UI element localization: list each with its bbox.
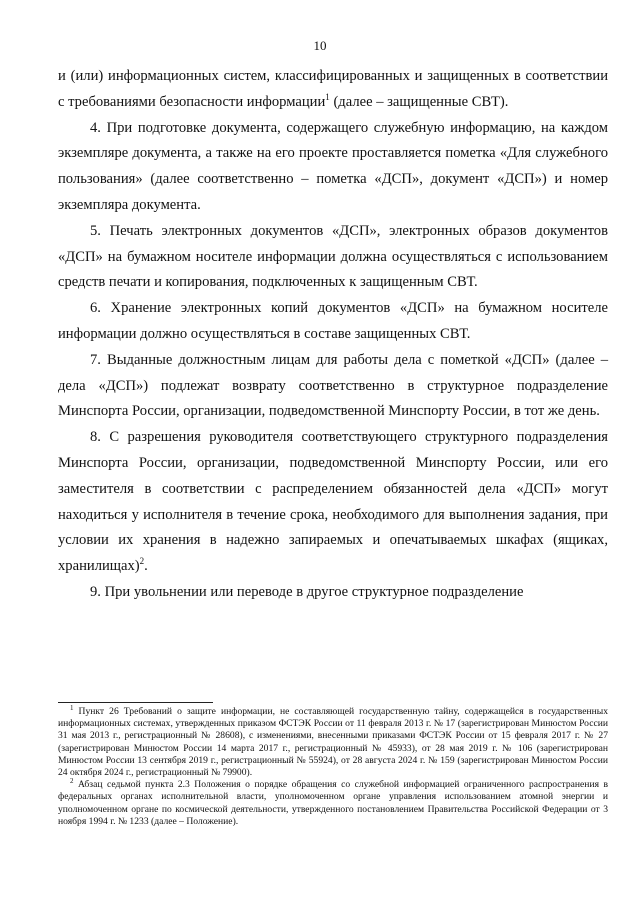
paragraph-text: и (или) информационных систем, классифицированных и защищенных в соответствии с требованиями безопасности информации xyxy=(58,68,608,110)
paragraph-item-7: 7. Выданные должностным лицам для работы дела с пометкой «ДСП» (далее – дела «ДСП») подлежат возврату соответственно в структурное подразделение Минспорта России, организации, подведомственной Минспорту России, в тот же день. xyxy=(58,351,608,420)
footnote-text: Абзац седьмой пункта 2.3 Положения о порядке обращения со служебной информацией ограниченного распространения в федеральных органах исполнительной власти, уполномоченном органе управления использованием атомной энергии и уполномоченном органе по космической деятельности, утвержденного постановлением Правительства Российской Федерации от 3 ноября 1994 г. № 1233 (далее – Положение). xyxy=(58,779,608,827)
footnote-text: Пункт 26 Требований о защите информации, не составляющей государственную тайну, содержащейся в государственных информационных системах, утвержденных приказом ФСТЭК России от 11 февраля 2013 г. № 17 (зарегистрирован Минюстом России 31 мая 2013 г., регистрационный № 28608), с изменениями, внесенными приказами ФСТЭК России от 15 февраля 2017 г. № 27 (зарегистрирован Минюстом России 14 марта 2017 г., регистрационный № 45933), от 28 мая 2019 г. № 106 (зарегистрирован Минюстом России 13 сентября 2019 г., регистрационный № 55924), от 28 августа 2024 г. № 159 (зарегистрирован Минюстом России 24 октября 2024 г., регистрационный № 79900). xyxy=(58,706,608,779)
paragraph-item-8 xyxy=(58,425,608,580)
paragraph-tail: . xyxy=(144,558,148,575)
footnote-1 xyxy=(58,703,608,779)
body-text xyxy=(58,64,608,606)
page-number: 10 xyxy=(313,38,327,53)
footnote-2 xyxy=(58,779,608,828)
paragraph-text: 8. С разрешения руководителя соответствующего структурного подразделения Минспорта России, организации, подведомственной Минспорту России, или его заместителя в соответствии с распределением обязанностей дела «ДСП» могут находиться у исполнителя в течение срока, необходимого для выполнения задания, при условии их хранения в надежно запираемых и опечатываемых шкафах (ящиках, хранилищах) xyxy=(58,429,608,575)
footnote-separator xyxy=(58,702,213,703)
footnote-ref-1[interactable]: 1 xyxy=(325,91,330,102)
paragraph-tail: (далее – защищенные СВТ). xyxy=(329,93,509,110)
footnote-ref-2[interactable]: 2 xyxy=(139,556,145,567)
footnote-marker: 1 xyxy=(70,703,74,712)
footnotes xyxy=(58,703,608,828)
footnote-marker: 2 xyxy=(70,777,74,786)
paragraph-continuation xyxy=(58,64,608,116)
paragraph-item-9: 9. При увольнении или переводе в другое структурное подразделение xyxy=(90,583,524,600)
paragraph-item-6: 6. Хранение электронных копий документов «ДСП» на бумажном носителе информации должно осуществляться в составе защищенных СВТ. xyxy=(58,300,608,342)
paragraph-item-5: 5. Печать электронных документов «ДСП», электронных образов документов «ДСП» на бумажном носителе информации должна осуществляться с использованием средств печати и копирования, подключенных к защищенным СВТ. xyxy=(58,222,608,291)
paragraph-item-4: 4. При подготовке документа, содержащего служебную информацию, на каждом экземпляре документа, а также на его проекте проставляется пометка «Для служебного пользования» (далее соответственно – пометка «ДСП», документ «ДСП») и номер экземпляра документа. xyxy=(58,119,608,213)
